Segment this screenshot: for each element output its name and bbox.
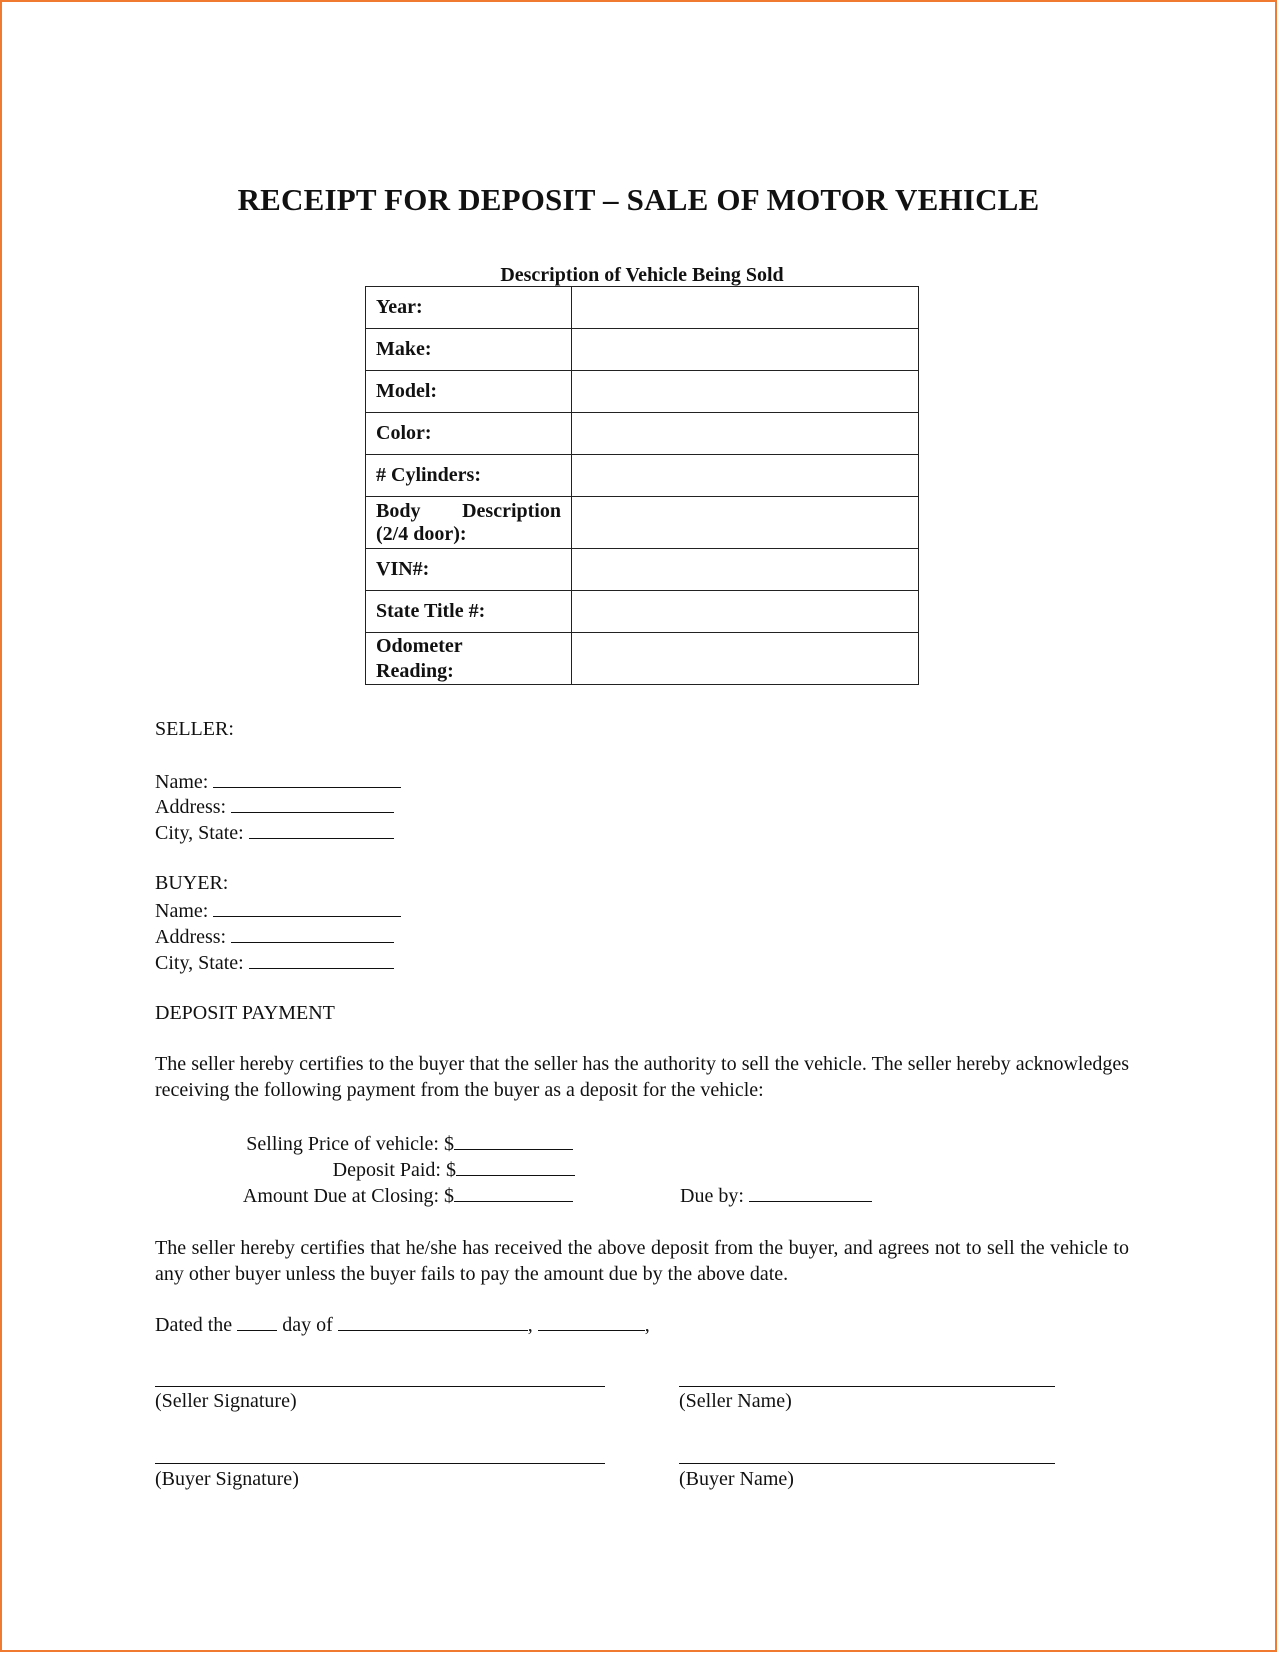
buyer-city-state-row xyxy=(155,950,394,975)
buyer-heading: BUYER: xyxy=(155,872,229,894)
dated-comma-2: , xyxy=(644,1314,650,1336)
table-row xyxy=(366,371,919,413)
odometer-label-line1: Odometer xyxy=(376,634,463,657)
color-field[interactable] xyxy=(572,413,919,455)
buyer-signature-line[interactable] xyxy=(155,1463,605,1464)
buyer-signature-caption: (Buyer Signature) xyxy=(155,1468,299,1490)
deposit-paragraph-1: The seller hereby certifies to the buyer that the seller has the authority to sell the vehicle. The seller hereby acknowledges receiving the following payment from the buyer as a deposit for the vehicle: xyxy=(155,1053,1129,1101)
amount-due-label: Amount Due at Closing: $ xyxy=(242,1185,454,1207)
dated-comma-1: , xyxy=(527,1314,533,1336)
make-label: Make: xyxy=(366,329,572,371)
table-row xyxy=(366,413,919,455)
amount-due-row xyxy=(152,1183,573,1208)
odometer-label-line2: Reading: xyxy=(376,659,454,682)
odometer-label xyxy=(366,633,572,685)
model-label: Model: xyxy=(366,371,572,413)
dated-the-label: Dated the xyxy=(155,1314,233,1336)
seller-city-state-field[interactable] xyxy=(249,820,394,839)
selling-price-row xyxy=(152,1131,573,1156)
deposit-paragraph-2: The seller hereby certifies that he/she has received the above deposit from the buyer, and agrees not to sell the vehicle to any other buyer unless the buyer fails to pay the amount due by the above date. xyxy=(155,1237,1129,1285)
table-row xyxy=(366,287,919,329)
body-description-label xyxy=(366,497,572,549)
body-description-line2: (2/4 door): xyxy=(376,522,467,545)
body-description-word1: Body xyxy=(376,499,421,522)
buyer-address-row xyxy=(155,924,394,949)
seller-city-state-label: City, State: xyxy=(155,822,244,844)
selling-price-label: Selling Price of vehicle: $ xyxy=(246,1133,454,1155)
seller-name-line[interactable] xyxy=(679,1386,1055,1387)
seller-address-row xyxy=(155,794,394,819)
vin-label: VIN#: xyxy=(366,549,572,591)
state-title-field[interactable] xyxy=(572,591,919,633)
dated-year-field[interactable] xyxy=(538,1312,645,1331)
cylinders-field[interactable] xyxy=(572,455,919,497)
table-row xyxy=(366,633,919,685)
odometer-field[interactable] xyxy=(572,633,919,685)
deposit-paid-field[interactable] xyxy=(456,1157,575,1176)
table-row xyxy=(366,549,919,591)
color-label: Color: xyxy=(366,413,572,455)
amount-due-field[interactable] xyxy=(454,1183,573,1202)
seller-city-state-row xyxy=(155,820,394,845)
buyer-city-state-field[interactable] xyxy=(249,950,394,969)
table-row xyxy=(366,591,919,633)
dated-day-field[interactable] xyxy=(237,1312,277,1331)
seller-heading: SELLER: xyxy=(155,718,234,740)
body-description-word2: Description xyxy=(462,499,561,522)
buyer-name-label: Name: xyxy=(155,900,209,922)
seller-address-field[interactable] xyxy=(231,794,394,813)
state-title-label: State Title #: xyxy=(366,591,572,633)
deposit-heading: DEPOSIT PAYMENT xyxy=(155,1002,335,1024)
selling-price-field[interactable] xyxy=(454,1131,573,1150)
due-by-label: Due by: xyxy=(680,1185,744,1207)
deposit-paid-label: Deposit Paid: $ xyxy=(332,1159,456,1181)
buyer-address-label: Address: xyxy=(155,926,227,948)
vehicle-description-table xyxy=(365,286,919,685)
buyer-city-state-label: City, State: xyxy=(155,952,244,974)
seller-name-caption: (Seller Name) xyxy=(679,1390,792,1412)
model-field[interactable] xyxy=(572,371,919,413)
buyer-name-row xyxy=(155,898,401,923)
buyer-name-caption: (Buyer Name) xyxy=(679,1468,794,1490)
buyer-name-field[interactable] xyxy=(213,898,401,917)
body-description-field[interactable] xyxy=(572,497,919,549)
seller-address-label: Address: xyxy=(155,796,227,818)
table-row xyxy=(366,455,919,497)
year-label: Year: xyxy=(366,287,572,329)
buyer-name-line[interactable] xyxy=(679,1463,1055,1464)
seller-signature-line[interactable] xyxy=(155,1386,605,1387)
dated-row xyxy=(155,1312,650,1337)
page-title: RECEIPT FOR DEPOSIT – SALE OF MOTOR VEHICLE xyxy=(237,182,1040,217)
seller-name-label: Name: xyxy=(155,771,209,793)
seller-name-row xyxy=(155,769,401,794)
table-row xyxy=(366,497,919,549)
vin-field[interactable] xyxy=(572,549,919,591)
vehicle-table-caption: Description of Vehicle Being Sold xyxy=(500,264,784,286)
due-by-field[interactable] xyxy=(749,1183,872,1202)
day-of-label: day of xyxy=(282,1314,333,1336)
dated-month-field[interactable] xyxy=(338,1312,528,1331)
cylinders-label: # Cylinders: xyxy=(366,455,572,497)
year-field[interactable] xyxy=(572,287,919,329)
make-field[interactable] xyxy=(572,329,919,371)
buyer-address-field[interactable] xyxy=(231,924,394,943)
table-row xyxy=(366,329,919,371)
deposit-paid-row xyxy=(152,1157,575,1182)
seller-name-field[interactable] xyxy=(213,769,401,788)
due-by-row xyxy=(680,1183,872,1208)
seller-signature-caption: (Seller Signature) xyxy=(155,1390,297,1412)
